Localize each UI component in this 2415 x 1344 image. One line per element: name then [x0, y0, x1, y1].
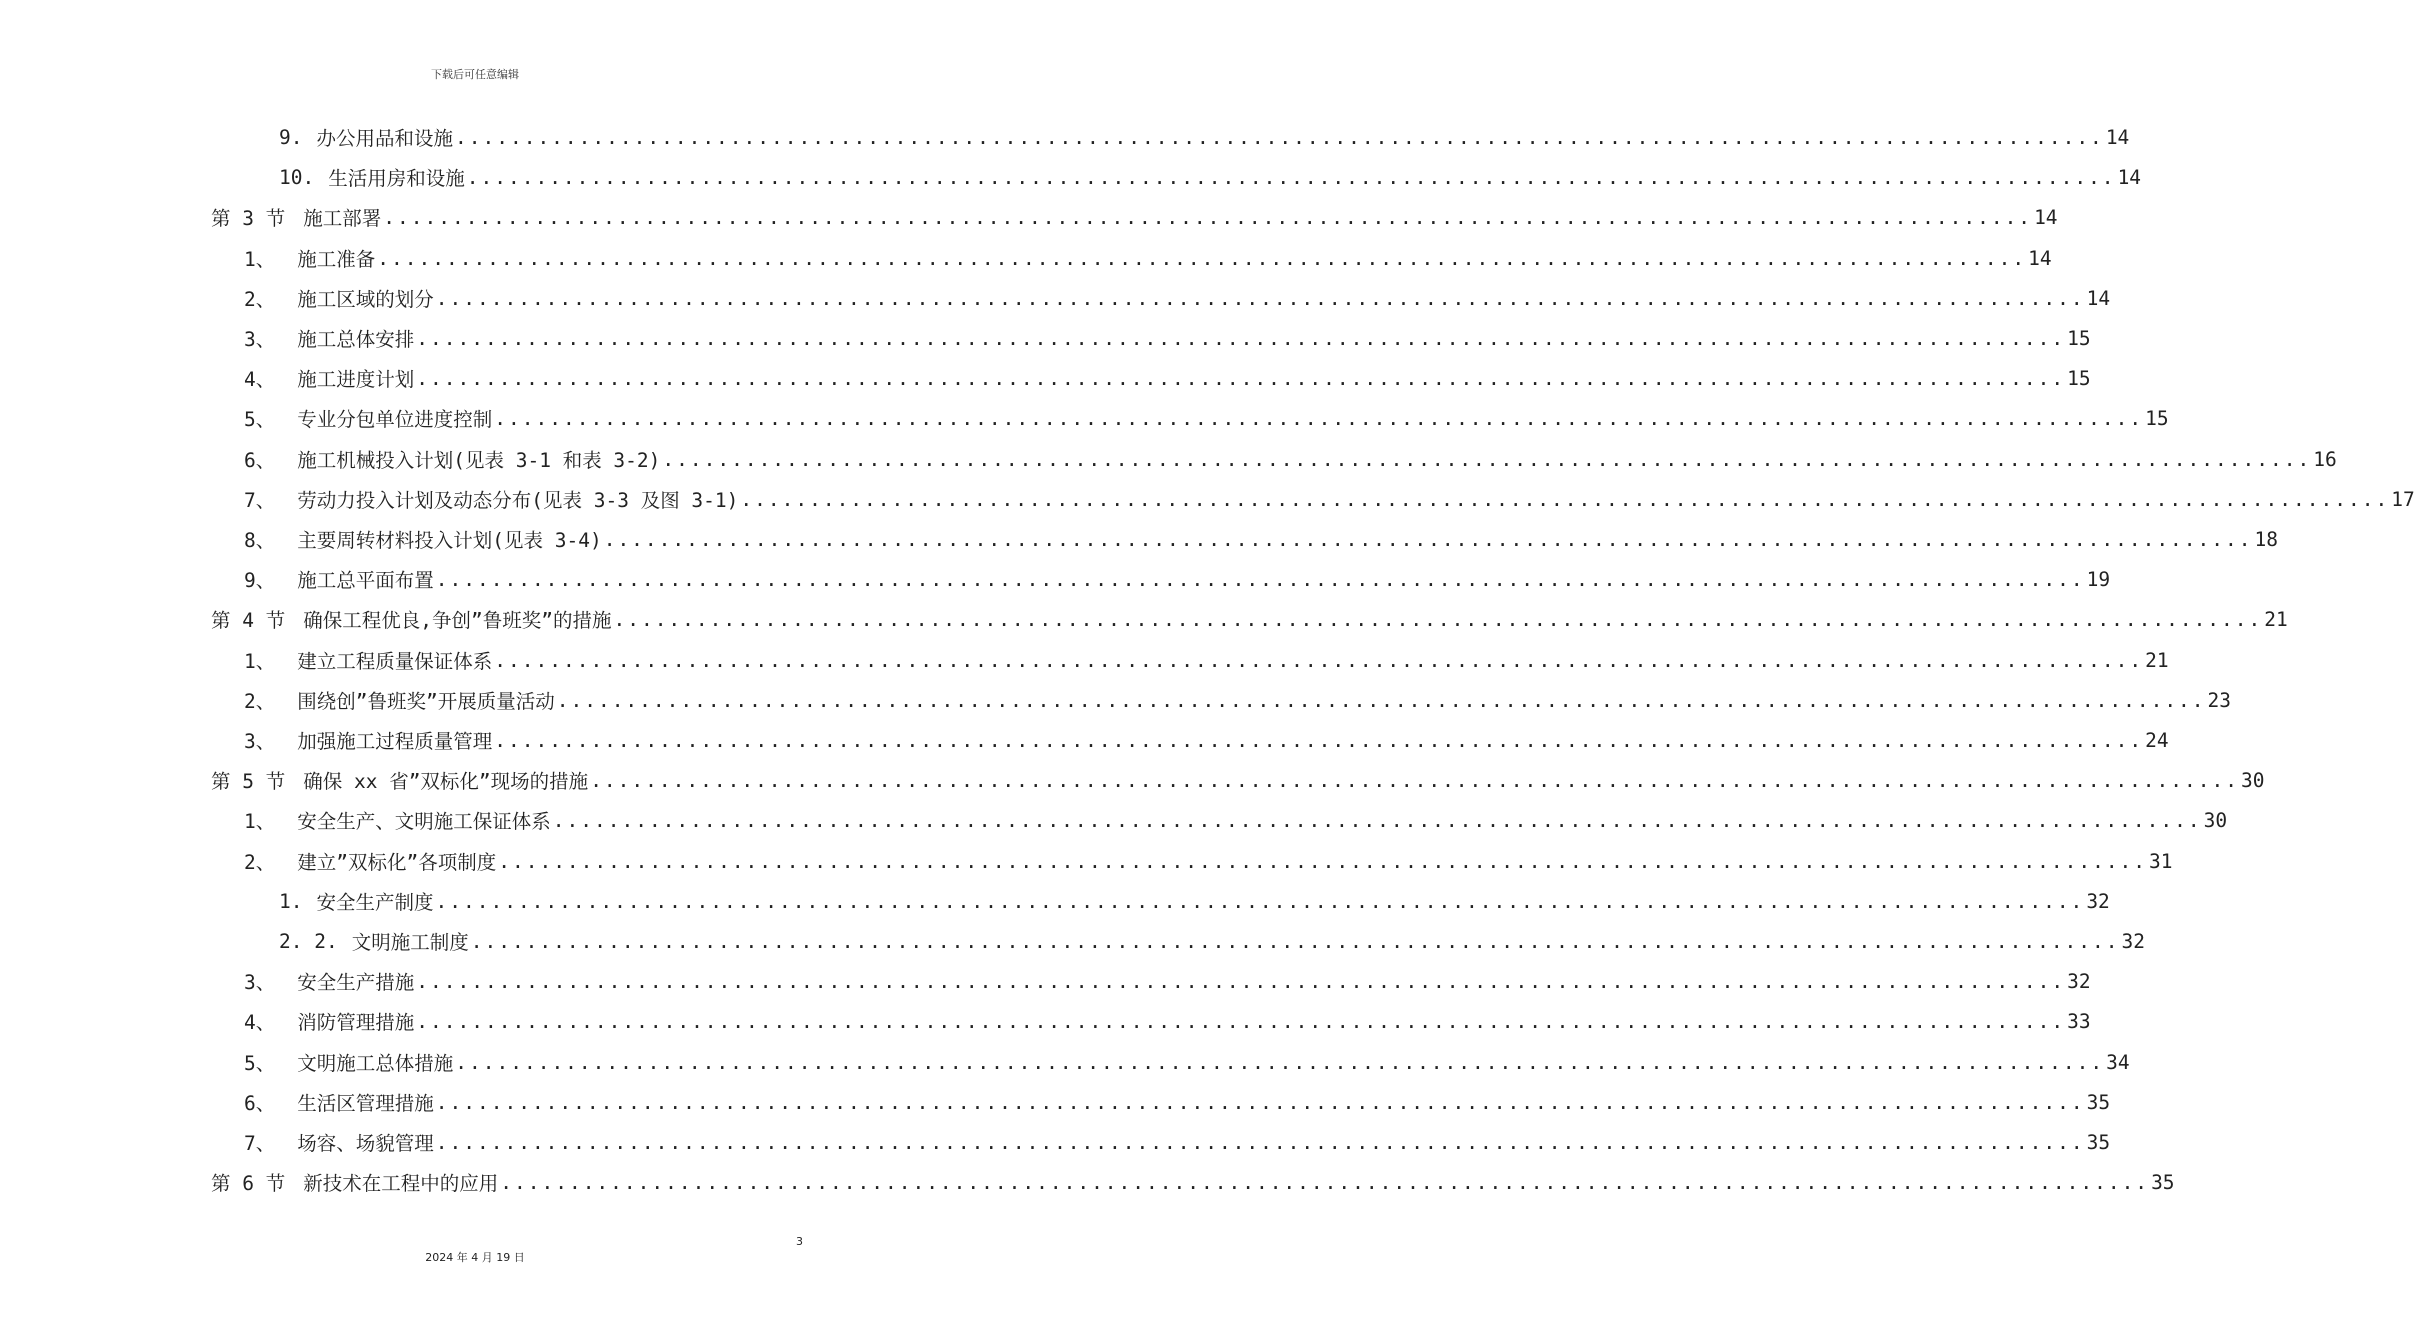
page-header-note: 下载后可任意编辑 [431, 68, 519, 81]
toc-entry-number: 2、 [244, 851, 276, 874]
toc-leader-dots: ........................................................................................................................ [383, 205, 2033, 229]
toc-leader-dots: ........................................................................................................................ [416, 326, 2066, 350]
toc-leader-dots: ........................................................................................................................ [494, 406, 2144, 430]
toc-leader-dots: ........................................................................................................................ [466, 165, 2116, 189]
toc-leader-dots: ........................................................................................................................ [435, 889, 2085, 913]
toc-entry-page: 34 [2106, 1050, 2130, 1074]
toc-entry[interactable] [211, 760, 2265, 800]
toc-leader-dots: ........................................................................................................................ [556, 688, 2206, 712]
toc-entry-number: 9、 [244, 569, 276, 592]
toc-leader-dots: ........................................................................................................................ [416, 969, 2066, 993]
toc-entry-label: 劳动力投入计划及动态分布(见表 3-3 及图 3-1) [297, 489, 739, 512]
toc-entry-number: 8、 [244, 529, 276, 552]
toc-entry-label: 文明施工总体措施 [297, 1052, 454, 1075]
toc-entry-number: 1、 [244, 650, 276, 673]
toc-entry-label: 文明施工制度 [351, 931, 469, 954]
toc-leader-dots: ........................................................................................................................ [416, 366, 2066, 390]
toc-entry-page: 33 [2067, 1009, 2091, 1033]
toc-leader-dots: ........................................................................................................................ [662, 447, 2312, 471]
toc-entry-number: 9. [279, 125, 303, 149]
toc-entry-number: 7、 [244, 489, 276, 512]
toc-entry-page: 14 [2034, 205, 2058, 229]
toc-entry-number: 1、 [244, 248, 276, 271]
toc-entry[interactable] [244, 680, 2232, 720]
toc-leader-dots: ........................................................................................................................ [435, 286, 2085, 310]
toc-leader-dots: ........................................................................................................................ [416, 1009, 2066, 1033]
toc-entry-page: 15 [2145, 406, 2169, 430]
toc-entry[interactable] [244, 238, 2052, 278]
toc-entry-number: 6、 [244, 1092, 276, 1115]
toc-entry-page: 32 [2121, 929, 2146, 953]
toc-leader-dots: ........................................................................................................................ [498, 849, 2148, 873]
toc-leader-dots: ........................................................................................................................ [435, 1130, 2085, 1154]
toc-entry-number: 2、 [244, 288, 276, 311]
toc-entry[interactable] [244, 640, 2169, 680]
toc-entry[interactable] [244, 559, 2111, 599]
toc-entry-number: 6、 [244, 449, 276, 472]
toc-entry-number: 3、 [244, 730, 276, 753]
toc-entry-number: 3、 [244, 971, 276, 994]
toc-entry-number: 5、 [244, 408, 276, 431]
toc-leader-dots: ........................................................................................................................ [494, 648, 2144, 672]
toc-entry-page: 14 [2028, 246, 2052, 270]
toc-entry-label: 消防管理措施 [297, 1011, 415, 1034]
toc-entry-number: 2、 [244, 690, 276, 713]
toc-leader-dots: ........................................................................................................................ [613, 607, 2263, 631]
toc-entry-number: 第 6 节 [211, 1172, 286, 1195]
toc-entry-label: 确保工程优良,争创”鲁班奖”的措施 [303, 609, 612, 632]
toc-entry[interactable] [279, 881, 2110, 921]
toc-entry-label: 主要周转材料投入计划(见表 3-4) [297, 529, 602, 552]
toc-leader-dots: ........................................................................................................................ [494, 728, 2144, 752]
toc-leader-dots: ........................................................................................................................ [455, 125, 2104, 149]
toc-leader-dots: ........................................................................................................................ [500, 1170, 2150, 1194]
toc-entry-page: 19 [2086, 567, 2111, 591]
toc-entry-label: 围绕创”鲁班奖”开展质量活动 [297, 690, 555, 713]
toc-entry[interactable] [244, 318, 2091, 358]
toc-entry-label: 安全生产制度 [316, 891, 434, 914]
page-number: 3 [796, 1235, 803, 1248]
toc-entry-number: 10. [279, 165, 315, 189]
toc-entry-label: 建立工程质量保证体系 [297, 650, 493, 673]
toc-entry[interactable] [279, 921, 2146, 961]
toc-entry-label: 场容、场貌管理 [297, 1132, 434, 1155]
toc-entry-page: 32 [2086, 889, 2110, 913]
toc-entry-label: 安全生产、文明施工保证体系 [297, 810, 551, 833]
toc-entry[interactable] [244, 720, 2169, 760]
toc-entry-page: 17 [2391, 487, 2415, 511]
toc-leader-dots: ........................................................................................................................ [603, 527, 2253, 551]
toc-entry-page: 14 [2086, 286, 2111, 310]
toc-entry-label: 安全生产措施 [297, 971, 415, 994]
toc-leader-dots: ........................................................................................................................ [377, 246, 2027, 270]
toc-entry[interactable] [244, 1042, 2130, 1082]
toc-entry-page: 24 [2145, 728, 2169, 752]
toc-entry-number: 1、 [244, 810, 276, 833]
toc-entry[interactable] [244, 479, 2415, 519]
toc-entry-number: 3、 [244, 328, 276, 351]
toc-leader-dots: ........................................................................................................................ [740, 487, 2390, 511]
toc-entry-page: 31 [2149, 849, 2173, 873]
toc-entry-page: 14 [2105, 125, 2130, 149]
toc-entry-label: 新技术在工程中的应用 [303, 1172, 499, 1195]
toc-entry-number: 4、 [244, 368, 276, 391]
toc-entry-number: 1. [279, 889, 303, 913]
toc-entry[interactable] [244, 398, 2169, 438]
toc-entry-label: 施工准备 [297, 248, 376, 271]
toc-entry-page: 32 [2067, 969, 2091, 993]
toc-entry-page: 15 [2067, 326, 2091, 350]
toc-entry-label: 生活区管理措施 [297, 1092, 434, 1115]
toc-entry[interactable] [211, 1162, 2175, 1202]
toc-entry[interactable] [244, 841, 2173, 881]
toc-entry-page: 21 [2264, 607, 2288, 631]
toc-entry-page: 35 [2151, 1170, 2175, 1194]
toc-entry[interactable] [244, 358, 2091, 398]
toc-entry[interactable] [244, 1001, 2091, 1041]
toc-entry-page: 30 [2203, 808, 2228, 832]
toc-entry-page: 35 [2086, 1130, 2111, 1154]
toc-entry[interactable] [244, 519, 2278, 559]
toc-entry-label: 施工部署 [303, 207, 382, 230]
toc-entry[interactable] [244, 961, 2091, 1001]
toc-entry-label: 建立”双标化”各项制度 [297, 851, 497, 874]
toc-entry-label: 施工总平面布置 [297, 569, 434, 592]
toc-leader-dots: ........................................................................................................................ [435, 1090, 2085, 1114]
toc-entry[interactable] [211, 197, 2058, 237]
toc-entry-label: 专业分包单位进度控制 [297, 408, 493, 431]
toc-entry-label: 施工进度计划 [297, 368, 415, 391]
toc-entry[interactable] [244, 278, 2111, 318]
toc-entry[interactable] [279, 117, 2130, 157]
toc-entry-page: 18 [2254, 527, 2278, 551]
toc-entry-page: 30 [2241, 768, 2265, 792]
toc-leader-dots: ........................................................................................................................ [470, 929, 2120, 953]
toc-entry-number: 7、 [244, 1132, 276, 1155]
toc-entry[interactable] [244, 1082, 2111, 1122]
toc-entry-label: 施工区域的划分 [297, 288, 434, 311]
toc-entry-label: 施工总体安排 [297, 328, 415, 351]
toc-leader-dots: ........................................................................................................................ [455, 1050, 2105, 1074]
toc-entry-number: 第 3 节 [211, 207, 286, 230]
toc-entry-page: 23 [2207, 688, 2232, 712]
toc-entry-number: 2. 2. [279, 929, 338, 953]
toc-leader-dots: ........................................................................................................................ [590, 768, 2239, 792]
toc-entry-number: 第 4 节 [211, 609, 286, 632]
toc-entry-label: 加强施工过程质量管理 [297, 730, 493, 753]
toc-entry[interactable] [244, 800, 2228, 840]
toc-leader-dots: ........................................................................................................................ [552, 808, 2202, 832]
footer-date: 2024 年 4 月 19 日 [425, 1251, 525, 1264]
toc-entry-page: 14 [2117, 165, 2142, 189]
toc-entry-page: 15 [2067, 366, 2091, 390]
toc-entry-label: 确保 xx 省”双标化”现场的措施 [303, 770, 589, 793]
toc-entry[interactable] [244, 1122, 2111, 1162]
toc-entry-number: 4、 [244, 1011, 276, 1034]
toc-entry-number: 5、 [244, 1052, 276, 1075]
toc-entry-label: 施工机械投入计划(见表 3-1 和表 3-2) [297, 449, 661, 472]
toc-entry-page: 35 [2086, 1090, 2111, 1114]
toc-entry-label: 办公用品和设施 [316, 127, 453, 150]
toc-entry-number: 第 5 节 [211, 770, 286, 793]
toc-entry-page: 21 [2145, 648, 2169, 672]
toc-entry-page: 16 [2313, 447, 2337, 471]
toc-leader-dots: ........................................................................................................................ [435, 567, 2085, 591]
toc-entry[interactable] [279, 157, 2142, 197]
toc-entry[interactable] [244, 439, 2337, 479]
toc-entry-label: 生活用房和设施 [328, 167, 465, 190]
toc-entry[interactable] [211, 599, 2288, 639]
